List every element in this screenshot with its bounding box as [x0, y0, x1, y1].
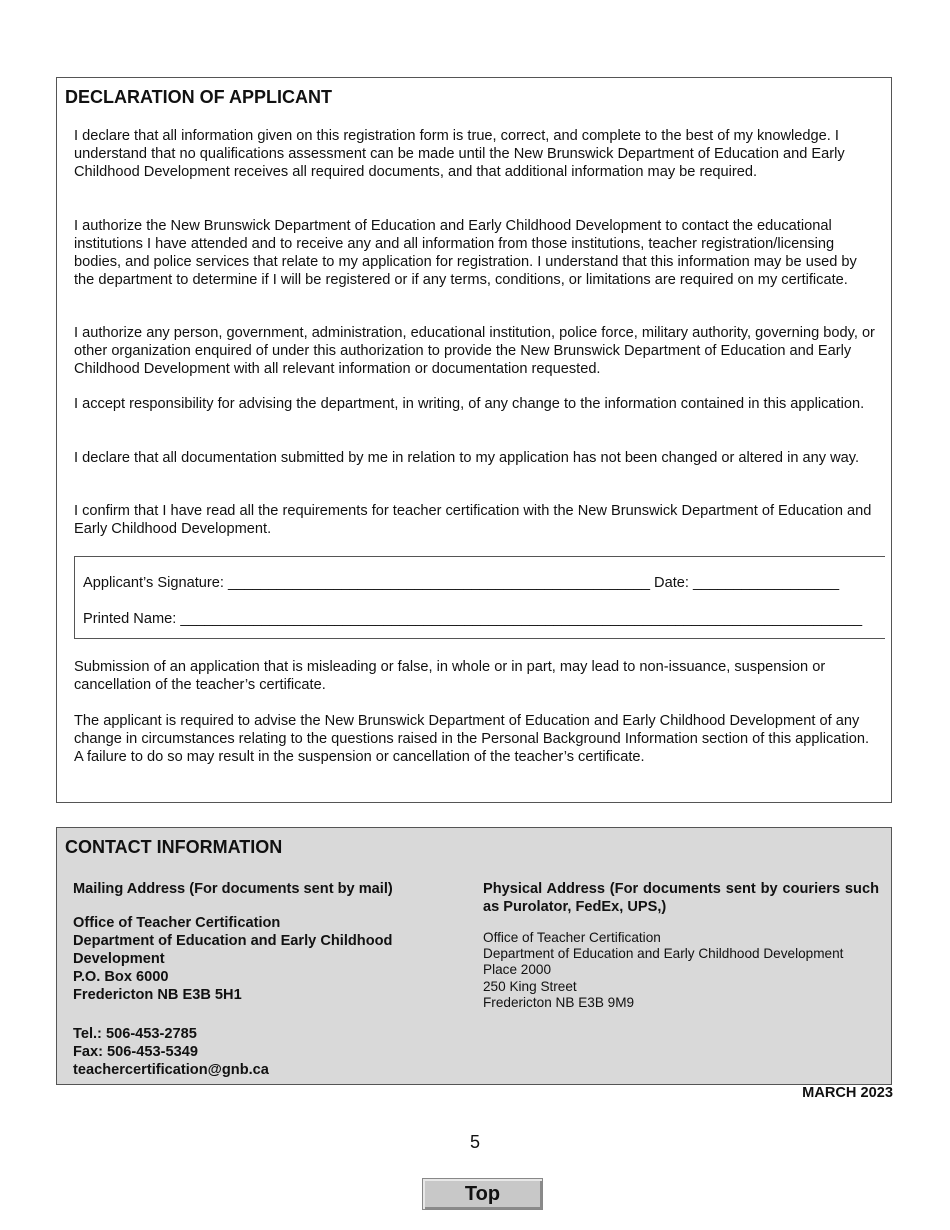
- top-button[interactable]: Top: [422, 1178, 543, 1210]
- declaration-paragraph-1: I declare that all information given on this registration form is true, correct, and complete to the best of my knowledge. I understand that no qualifications assessment can be made until the New Brunswick Department of Education and Early Childhood Development receives all required documents, and that additional information may be required.: [74, 128, 845, 180]
- page-number: 5: [469, 1132, 480, 1152]
- declaration-paragraph-2: I authorize the New Brunswick Department of Education and Early Childhood Development to contact the educational institutions I have attended and to receive any and all information from those institutions, teacher registration/licensing bodies, and police services that relate to my application for registration. I understand that this information may be used by the department to determine if I will be registered or if any terms, conditions, or limitations are required on my certificate.: [74, 218, 857, 288]
- physical-address-column: [483, 880, 879, 1011]
- declaration-section: [56, 77, 892, 803]
- declaration-paragraph-4: I accept responsibility for advising the department, in writing, of any change to the information contained in this application.: [74, 396, 865, 412]
- mailing-city-line: Fredericton NB E3B 5H1: [73, 987, 242, 1003]
- physical-building-line: Place 2000: [483, 962, 552, 978]
- mailing-po-box-line: P.O. Box 6000: [73, 969, 169, 985]
- applicant-signature-line[interactable]: Applicant’s Signature: ____________________________________________________ Date: __________________: [83, 575, 840, 591]
- mailing-department-line: Department of Education and Early Childhood Development: [73, 933, 393, 967]
- signature-box: [74, 556, 885, 639]
- fax-number: Fax: 506-453-5349: [73, 1044, 198, 1060]
- mailing-office-line: Office of Teacher Certification: [73, 915, 281, 931]
- declaration-paragraph-5: I declare that all documentation submitted by me in relation to my application has not been changed or altered in any way.: [74, 450, 860, 466]
- mailing-address-column: [73, 880, 433, 1079]
- printed-name-line[interactable]: Printed Name: ____________________________________________________________________________________: [83, 611, 863, 627]
- contact-section: [56, 827, 892, 1085]
- declaration-paragraph-3: I authorize any person, government, administration, educational institution, police force, military authority, governing body, or other organization enquired of under this authorization to provide the New Brunswick Department of Education and Early Childhood Development with all relevant information or documentation requested.: [74, 325, 875, 377]
- physical-city-line: Fredericton NB E3B 9M9: [483, 994, 635, 1010]
- declaration-paragraph-6: I confirm that I have read all the requirements for teacher certification with the New Brunswick Department of Education and Early Childhood Development.: [74, 503, 872, 537]
- misleading-application-notice: Submission of an application that is misleading or false, in whole or in part, may lead to non-issuance, suspension or cancellation of the teacher’s certificate.: [74, 659, 826, 693]
- mailing-address-heading: Mailing Address (For documents sent by mail): [73, 881, 393, 897]
- physical-street-line: 250 King Street: [483, 978, 577, 994]
- physical-address-heading: Physical Address (For documents sent by couriers such as Purolator, FedEx, UPS,): [483, 881, 879, 915]
- change-in-circumstances-notice: The applicant is required to advise the New Brunswick Department of Education and Early Childhood Development of any change in circumstances relating to the questions raised in the Personal Background Information section of this application. A failure to do so may result in the suspension or cancellation of the teacher’s certificate.: [74, 713, 870, 765]
- email-address[interactable]: teachercertification@gnb.ca: [73, 1062, 269, 1078]
- telephone-number: Tel.: 506-453-2785: [73, 1026, 197, 1042]
- physical-department-line: Department of Education and Early Childhood Development: [483, 946, 844, 962]
- document-date: MARCH 2023: [802, 1085, 893, 1101]
- contact-title: CONTACT INFORMATION: [65, 837, 283, 857]
- declaration-title: DECLARATION OF APPLICANT: [65, 87, 332, 107]
- physical-office-line: Office of Teacher Certification: [483, 930, 661, 945]
